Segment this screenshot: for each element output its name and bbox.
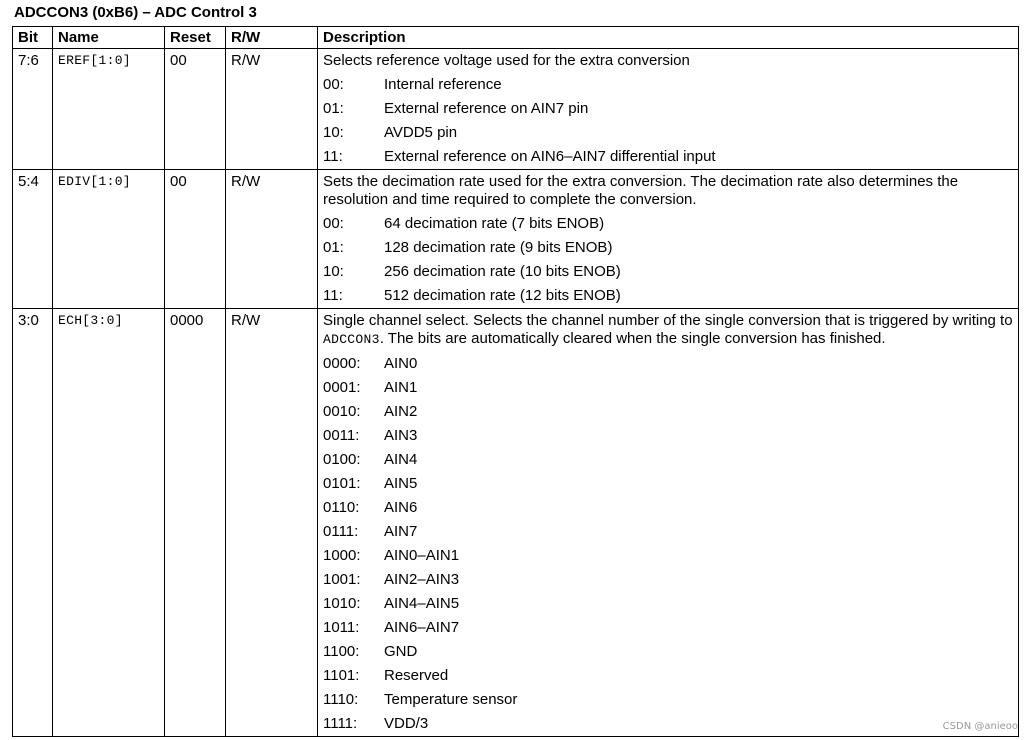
option-item (323, 592, 1013, 616)
option-item (323, 472, 1013, 496)
option-label: 256 decimation rate (10 bits ENOB) (384, 263, 621, 280)
option-code: 0101: (323, 475, 361, 492)
option-item (323, 376, 1013, 400)
column-header-reset: Reset (165, 27, 226, 49)
description-cell (318, 309, 1019, 737)
option-code: 1011: (323, 619, 360, 636)
option-label: AIN3 (384, 427, 418, 444)
table-body (13, 49, 1019, 737)
field-name-cell (53, 49, 165, 170)
bit-value: 5:4 (18, 173, 39, 190)
description-text (323, 309, 1013, 352)
option-code: 0010: (323, 403, 361, 420)
option-code: 10: (323, 263, 344, 280)
option-item (323, 97, 1013, 121)
option-code: 00: (323, 76, 344, 93)
rw-cell (226, 49, 318, 170)
option-item (323, 544, 1013, 568)
option-label: 64 decimation rate (7 bits ENOB) (384, 215, 605, 232)
option-item (323, 352, 1013, 376)
rw-value: R/W (231, 52, 261, 69)
option-code: 0110: (323, 499, 360, 516)
option-item (323, 664, 1013, 688)
option-code: 1101: (323, 667, 360, 684)
bit-cell (13, 309, 53, 737)
option-item (323, 568, 1013, 592)
bit-cell (13, 170, 53, 309)
option-item (323, 236, 1013, 260)
option-label: Internal reference (384, 76, 502, 93)
column-header-description: Description (318, 27, 1019, 49)
option-label: External reference on AIN6–AIN7 differential input (384, 148, 716, 165)
option-item (323, 520, 1013, 544)
option-item (323, 616, 1013, 640)
option-label: AIN2 (384, 403, 418, 420)
rw-cell (226, 170, 318, 309)
register-title: ADCCON3 (0xB6) – ADC Control 3 (14, 4, 257, 21)
table-row (13, 170, 1019, 309)
column-header-bit: Bit (13, 27, 53, 49)
option-item (323, 424, 1013, 448)
option-code: 11: (323, 287, 343, 304)
option-code: 1111: (323, 715, 358, 732)
reset-value: 00 (170, 52, 187, 69)
option-label: 512 decimation rate (12 bits ENOB) (384, 287, 621, 304)
option-code: 00: (323, 215, 344, 232)
option-label: AIN0 (384, 355, 418, 372)
option-code: 01: (323, 100, 344, 117)
reset-value: 00 (170, 173, 187, 190)
option-item (323, 73, 1013, 97)
bit-value: 3:0 (18, 312, 39, 329)
field-name-value: EDIV[1:0] (58, 174, 131, 189)
option-label: AIN2–AIN3 (384, 571, 460, 588)
reset-cell (165, 170, 226, 309)
bit-value: 7:6 (18, 52, 39, 69)
option-item (323, 400, 1013, 424)
register-table (12, 26, 1019, 737)
option-label: AIN6–AIN7 (384, 619, 460, 636)
reset-cell (165, 309, 226, 737)
option-item (323, 260, 1013, 284)
table-header (13, 27, 1019, 49)
option-code: 0001: (323, 379, 361, 396)
description-cell (318, 49, 1019, 170)
option-code: 11: (323, 148, 343, 165)
option-item (323, 145, 1013, 169)
rw-value: R/W (231, 173, 261, 190)
option-label: AIN0–AIN1 (384, 547, 460, 564)
column-header-rw: R/W (226, 27, 318, 49)
option-item (323, 496, 1013, 520)
description-fragment: . The bits are automatically cleared when the single conversion has finished. (379, 330, 886, 347)
watermark: CSDN @anieoo (942, 721, 1018, 732)
reset-value: 0000 (170, 312, 204, 329)
description-fragment: Single channel select. Selects the channel number of the single conversion that is triggered by writing to (323, 312, 1013, 329)
option-code: 1110: (323, 691, 359, 708)
field-name-value: EREF[1:0] (58, 53, 131, 68)
option-label: AIN4–AIN5 (384, 595, 460, 612)
option-code: 0100: (323, 451, 361, 468)
option-item (323, 448, 1013, 472)
option-code: 01: (323, 239, 344, 256)
description-text (323, 170, 1013, 212)
option-label: AIN1 (384, 379, 418, 396)
header-row (13, 27, 1019, 49)
option-label: Temperature sensor (384, 691, 518, 708)
option-label: 128 decimation rate (9 bits ENOB) (384, 239, 613, 256)
option-label: AIN4 (384, 451, 418, 468)
option-label: AIN5 (384, 475, 418, 492)
option-code: 10: (323, 124, 344, 141)
option-label: AIN6 (384, 499, 418, 516)
option-code: 0011: (323, 427, 360, 444)
option-label: External reference on AIN7 pin (384, 100, 589, 117)
option-code: 1100: (323, 643, 360, 660)
option-code: 0111: (323, 523, 359, 540)
column-header-name: Name (53, 27, 165, 49)
description-fragment: Sets the decimation rate used for the extra conversion. The decimation rate also determines the resolution and time required to complete the conversion. (323, 173, 959, 208)
description-cell (318, 170, 1019, 309)
description-fragment: Selects reference voltage used for the extra conversion (323, 52, 690, 69)
field-name-value: ECH[3:0] (58, 313, 123, 328)
option-label: GND (384, 643, 418, 660)
option-item (323, 121, 1013, 145)
option-item (323, 688, 1013, 712)
option-code: 1000: (323, 547, 361, 564)
option-item (323, 212, 1013, 236)
table-row (13, 49, 1019, 170)
bit-cell (13, 49, 53, 170)
description-text (323, 49, 1013, 73)
option-code: 1001: (323, 571, 361, 588)
field-name-cell (53, 309, 165, 737)
option-item (323, 640, 1013, 664)
option-item (323, 712, 1013, 736)
option-code: 1010: (323, 595, 361, 612)
rw-cell (226, 309, 318, 737)
option-label: Reserved (384, 667, 449, 684)
table-row (13, 309, 1019, 737)
rw-value: R/W (231, 312, 261, 329)
register-reference: ADCCON3 (323, 332, 380, 347)
option-label: VDD/3 (384, 715, 429, 732)
reset-cell (165, 49, 226, 170)
option-code: 0000: (323, 355, 361, 372)
field-name-cell (53, 170, 165, 309)
option-label: AVDD5 pin (384, 124, 458, 141)
option-label: AIN7 (384, 523, 418, 540)
option-item (323, 284, 1013, 308)
